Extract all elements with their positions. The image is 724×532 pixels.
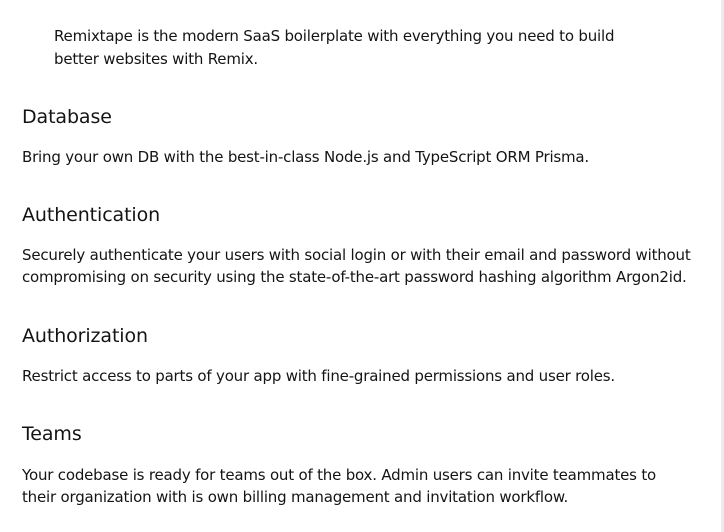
section-text-teams: Your codebase is ready for teams out of the box. Admin users can invite teammates to their organization with is own billing management and invitation workflow.: [22, 466, 657, 506]
section-text-authentication: Securely authenticate your users with social login or with their email and password without compromising on security using the state-of-the-art password hashing algorithm Argon2id.: [22, 246, 691, 286]
section-text-authorization: Restrict access to parts of your app with fine-grained permissions and user roles.: [22, 367, 615, 385]
section-title-authorization: Authorization: [22, 325, 148, 347]
section-text-database: Bring your own DB with the best-in-class Node.js and TypeScript ORM Prisma.: [22, 148, 589, 166]
section-title-authentication: Authentication: [22, 204, 161, 226]
section-title-database: Database: [22, 106, 112, 128]
intro-text: Remixtape is the modern SaaS boilerplate with everything you need to build better websites with Remix.: [54, 27, 615, 68]
section-title-teams: Teams: [22, 423, 82, 445]
